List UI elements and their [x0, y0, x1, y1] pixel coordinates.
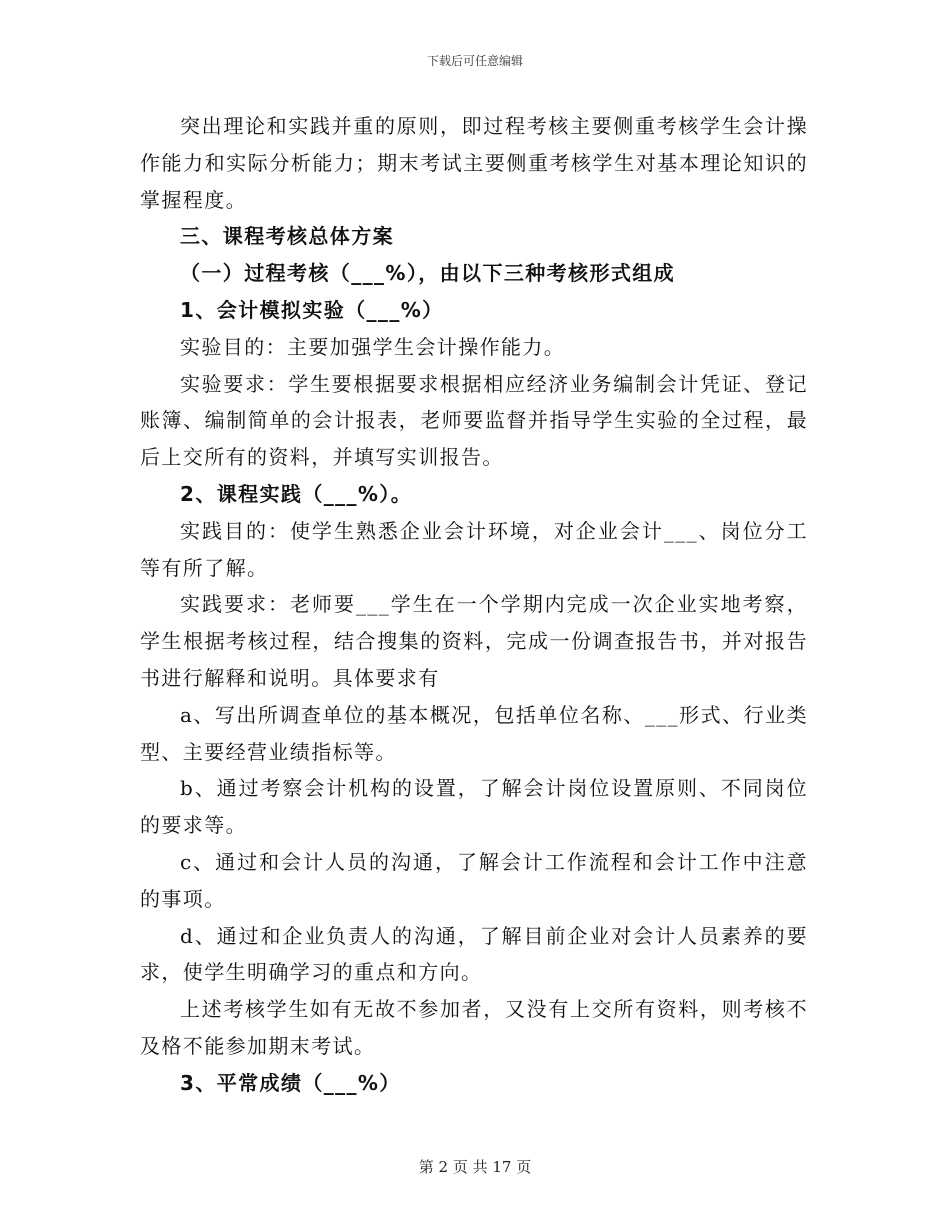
- list-item-b: b、通过考察会计机构的设置，了解会计岗位设置原则、不同岗位的要求等。: [140, 776, 808, 838]
- list-item-d: d、通过和企业负责人的沟通，了解目前企业对会计人员素养的要求，使学生明确学习的重点和方向。: [140, 923, 808, 985]
- paragraph-principle: 突出理论和实践并重的原则，即过程考核主要侧重考核学生会计操作能力和实际分析能力；期末考试主要侧重考核学生对基本理论知识的掌握程度。: [140, 114, 808, 212]
- item-heading-course-practice: 2、课程实践（___%）。: [180, 481, 413, 506]
- paragraph-practice-goal: 实践目的：使学生熟悉企业会计环境，对企业会计___、岗位分工等有所了解。: [140, 518, 808, 580]
- list-item-a: a、写出所调查单位的基本概况，包括单位名称、___形式、行业类型、主要经营业绩指标等。: [140, 702, 808, 764]
- list-item-c: c、通过和会计人员的沟通，了解会计工作流程和会计工作中注意的事项。: [140, 849, 808, 911]
- section-heading-assessment-plan: 三、课程考核总体方案: [180, 224, 394, 249]
- paragraph-practice-requirements: 实践要求：老师要___学生在一个学期内完成一次企业实地考察，学生根据考核过程，结合搜集的资料，完成一份调查报告书，并对报告书进行解释和说明。具体要求有: [140, 592, 808, 690]
- subsection-heading-process-assessment: （一）过程考核（___%），由以下三种考核形式组成: [180, 261, 676, 286]
- paragraph-experiment-goal: 实验目的：主要加强学生会计操作能力。: [180, 334, 566, 359]
- page-number-footer: 第 2 页 共 17 页: [418, 1158, 532, 1176]
- page-header-note: 下载后可任意编辑: [426, 54, 523, 68]
- item-heading-accounting-simulation: 1、会计模拟实验（___%）: [180, 297, 444, 322]
- document-body: [140, 108, 808, 1102]
- paragraph-absence-note: 上述考核学生如有无故不参加者，又没有上交所有资料，则考核不及格不能参加期末考试。: [140, 997, 808, 1058]
- paragraph-experiment-requirements: 实验要求：学生要根据要求根据相应经济业务编制会计凭证、登记账簿、编制简单的会计报表，老师要监督并指导学生实验的全过程，最后上交所有的资料，并填写实训报告。: [140, 371, 808, 470]
- item-heading-regular-grades: 3、平常成绩（___%）: [180, 1070, 401, 1095]
